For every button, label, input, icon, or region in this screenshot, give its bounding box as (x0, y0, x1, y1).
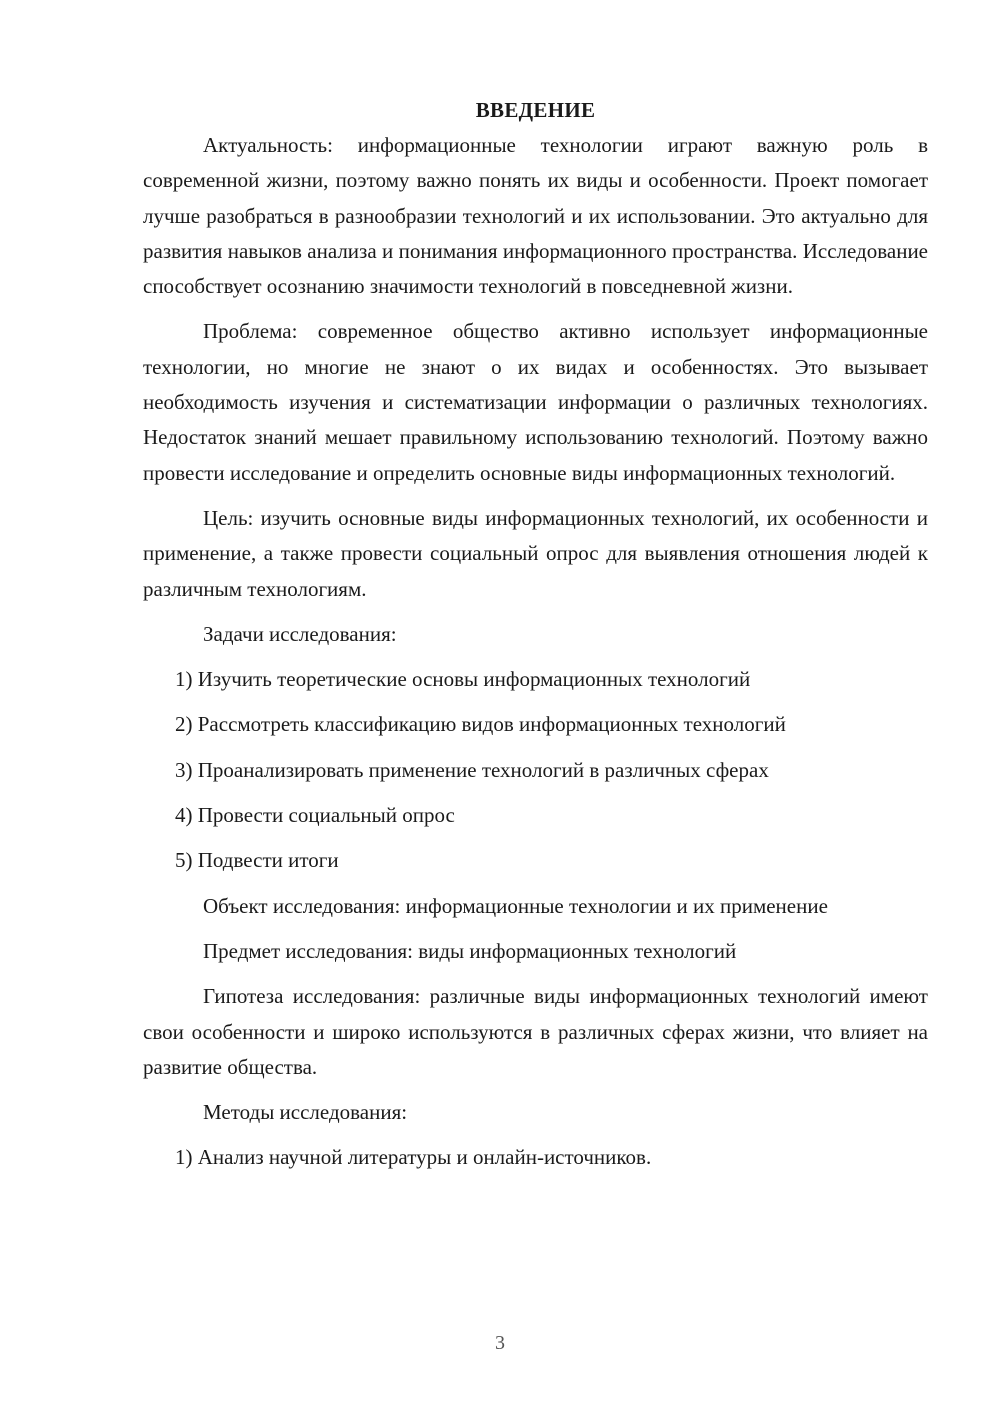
relevance-paragraph: Актуальность: информационные технологии играют важную роль в современной жизни, поэтому важно понять их виды и особенности. Проект помогает лучше разобраться в разнообразии технологий и их использовании. Это актуально для развития навыков анализа и понимания информационного пространства. Исследование способствует осознанию значимости технологий в повседневной жизни. (143, 133, 928, 299)
task-item-4: 4) Провести социальный опрос (175, 803, 455, 828)
task-item-1: 1) Изучить теоретические основы информационных технологий (175, 667, 751, 692)
task-item-2: 2) Рассмотреть классификацию видов информационных технологий (175, 712, 786, 737)
task-item-5: 5) Подвести итоги (175, 848, 339, 873)
problem-paragraph: Проблема: современное общество активно использует информационные технологии, но многие не знают о их видах и особенностях. Это вызывает необходимость изучения и систематизации информации о различных технологиях. Недостаток знаний мешает правильному использованию технологий. Поэтому важно провести исследование и определить основные виды информационных технологий. (143, 319, 928, 485)
object-paragraph: Объект исследования: информационные технологии и их применение (203, 893, 828, 918)
hypothesis-paragraph: Гипотеза исследования: различные виды информационных технологий имеют свои особенности и широко используются в различных сферах жизни, что влияет на развитие общества. (143, 984, 928, 1079)
page-number: 3 (495, 1332, 505, 1354)
goal-paragraph: Цель: изучить основные виды информационных технологий, их особенности и применение, а также провести социальный опрос для выявления отношения людей к различным технологиям. (143, 505, 928, 601)
page-title: ВВЕДЕНИЕ (475, 98, 596, 122)
document-page (143, 92, 928, 1186)
subject-paragraph: Предмет исследования: виды информационных технологий (203, 938, 737, 963)
methods-heading: Методы исследования: (203, 1100, 408, 1125)
task-item-3: 3) Проанализировать применение технологий в различных сферах (175, 757, 769, 782)
tasks-heading: Задачи исследования: (203, 621, 397, 646)
method-item-1: 1) Анализ научной литературы и онлайн-источников. (175, 1145, 652, 1170)
